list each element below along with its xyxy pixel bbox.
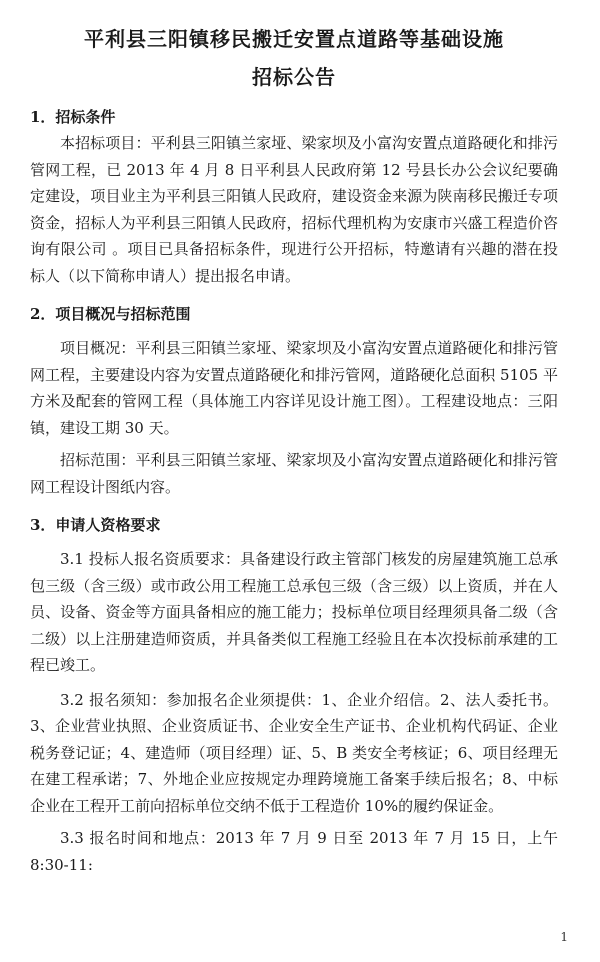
- section-2-heading: 2．项目概况与招标范围: [30, 305, 191, 323]
- section-1-paragraph: 本招标项目：平利县三阳镇兰家垭、梁家坝及小富沟安置点道路硬化和排污管网工程，已 2013 年 4 月 8 日平利县人民政府第 12 号县长办公会议纪要确定建设，项目业主为平利县三阳镇人民政府，建设资金来源为陕南移民搬迁专项资金，招标人为平利县三阳镇人民政府，招标代理机构为安康市兴盛工程造价咨询有限公司 。项目已具备招标条件，现进行公开招标，特邀请有兴趣的潜在投标人（以下简称申请人）提出报名申请。: [30, 134, 558, 285]
- document-subtitle: 招标公告: [252, 65, 336, 89]
- section-2-scope-paragraph: 招标范围：平利县三阳镇兰家垭、梁家坝及小富沟安置点道路硬化和排污管网工程设计图纸内容。: [30, 451, 558, 496]
- section-3-registration-notes-paragraph: 3.2 报名须知：参加报名企业须提供：1、企业介绍信。2、法人委托书。3、企业营业执照、企业资质证书、企业安全生产证书、企业机构代码证、企业税务登记证；4、建造师（项目经理）证、5、B 类安全考核证；6、项目经理无在建工程承诺；7、外地企业应按规定办理跨境施工备案手续后报名；8、中标企业在工程开工前向招标单位交纳不低于工程造价 10%的履约保证金。: [30, 690, 558, 815]
- document-title: 平利县三阳镇移民搬迁安置点道路等基础设施: [84, 27, 504, 51]
- section-3-qualification-paragraph: 3.1 投标人报名资质要求：具备建设行政主管部门核发的房屋建筑施工总承包三级（含三级）或市政公用工程施工总承包三级（含三级）以上资质，并在人员、设备、资金等方面具备相应的施工能力；投标单位项目经理须具备二级（含二级）以上注册建造师资质，并具备类似工程施工经验且在本次投标前承建的工程已竣工。: [30, 550, 558, 674]
- section-3-heading: 3．申请人资格要求: [30, 516, 161, 534]
- section-2-overview-paragraph: 项目概况：平利县三阳镇兰家垭、梁家坝及小富沟安置点道路硬化和排污管网工程，主要建设内容为安置点道路硬化和排污管网，道路硬化总面积 5105 平方米及配套的管网工程（具体施工内容详见设计施工图）。工程建设地点：三阳镇，建设工期 30 天。: [30, 339, 558, 437]
- section-1-heading: 1．招标条件: [30, 108, 116, 126]
- page-number: 1: [560, 930, 568, 944]
- section-3-registration-time-paragraph: 3.3 报名时间和地点：2013 年 7 月 9 日至 2013 年 7 月 15 日，上午 8:30-11:: [30, 829, 558, 874]
